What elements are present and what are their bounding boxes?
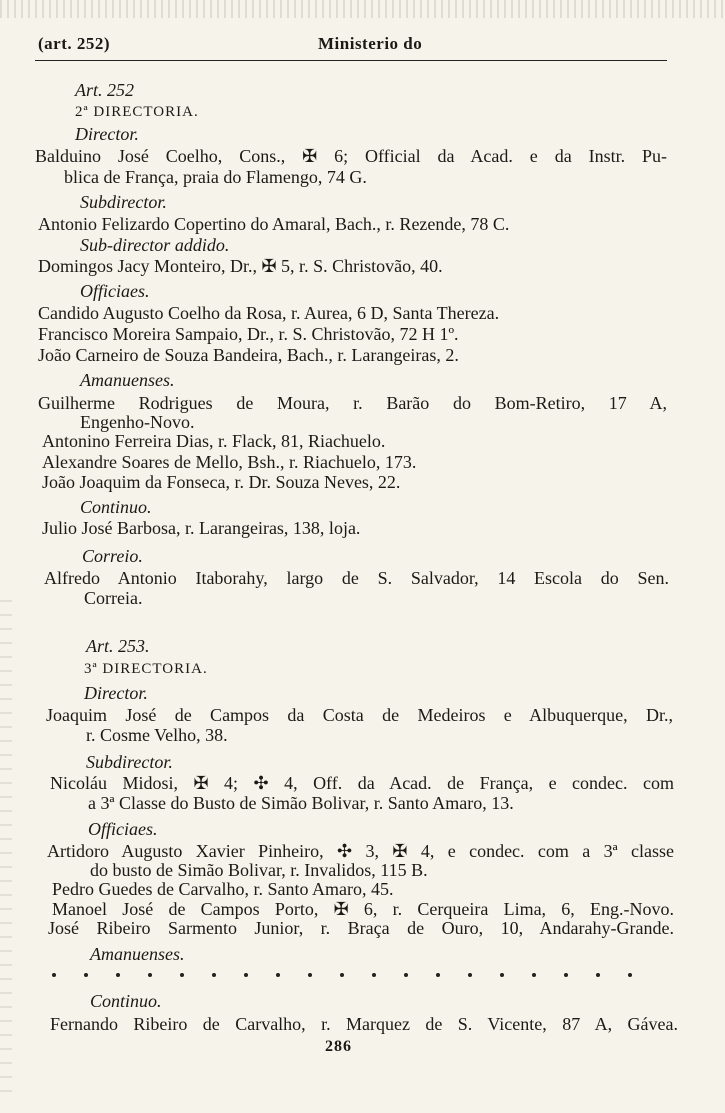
header-title: Ministerio do	[318, 34, 423, 53]
article-253-official-2: Pedro Guedes de Carvalho, r. Santo Amaro, 45.	[52, 879, 394, 899]
article-253-continuo-heading: Continuo.	[90, 991, 162, 1011]
article-252-official-1: Candido Augusto Coelho da Rosa, r. Aurea, 6 D, Santa Thereza.	[38, 303, 500, 323]
article-253-subdirector-heading: Subdirector.	[86, 752, 173, 772]
running-header	[28, 30, 703, 56]
article-252-amanuense-2: Antonino Ferreira Dias, r. Flack, 81, Riachuelo.	[42, 431, 386, 451]
article-253-continuo: Fernando Ribeiro de Carvalho, r. Marquez de S. Vicente, 87 A, Gávea.	[50, 1014, 678, 1034]
article-253-official-4: José Ribeiro Sarmento Junior, r. Braça de Ouro, 10, Andarahy-Grande.	[48, 918, 674, 938]
header-article-ref: (art. 252)	[38, 34, 111, 53]
article-252-director-line-1: Balduino José Coelho, Cons., ✠ 6; Official da Acad. e da Instr. Pu-	[35, 146, 667, 166]
article-252-continuo-heading: Continuo.	[80, 497, 152, 517]
article-253-directoria: 3ª DIRECTORIA.	[84, 661, 208, 677]
article-252-title: Art. 252	[75, 80, 135, 100]
article-252-correio-heading: Correio.	[82, 546, 143, 566]
article-252-subdirector-heading: Subdirector.	[80, 192, 167, 212]
page-top-edge	[0, 0, 725, 18]
page-left-edge	[0, 600, 12, 1100]
article-252-correio-line-1: Alfredo Antonio Itaborahy, largo de S. Salvador, 14 Escola do Sen.	[44, 568, 669, 588]
article-253-subdirector-line-2: a 3ª Classe do Busto de Simão Bolivar, r. Santo Amaro, 13.	[88, 793, 514, 813]
article-252-officiaes-heading: Officiaes.	[80, 281, 150, 301]
article-252-adido: Domingos Jacy Monteiro, Dr., ✠ 5, r. S. Christovão, 40.	[38, 256, 443, 276]
article-252-adido-heading: Sub-director addido.	[80, 235, 230, 255]
article-253-director-heading: Director.	[84, 683, 148, 703]
article-252-continuo: Julio José Barbosa, r. Larangeiras, 138, loja.	[42, 518, 361, 538]
article-252-director-heading: Director.	[75, 124, 139, 144]
article-253-officiaes-heading: Officiaes.	[88, 819, 158, 839]
article-252-official-2: Francisco Moreira Sampaio, Dr., r. S. Christovão, 72 H 1º.	[38, 324, 459, 344]
article-253-subdirector-line-1: Nicoláu Midosi, ✠ 4; ✣ 4, Off. da Acad. de França, e condec. com	[50, 773, 674, 793]
article-252-correio-line-2: Correia.	[84, 588, 143, 608]
article-252-amanuense-4: João Joaquim da Fonseca, r. Dr. Souza Neves, 22.	[42, 472, 401, 492]
article-252-director-line-2: blica de França, praia do Flamengo, 74 G.	[64, 167, 367, 187]
article-253-director-line-1: Joaquim José de Campos da Costa de Medeiros e Albuquerque, Dr.,	[46, 705, 673, 725]
article-253-official-1: Artidoro Augusto Xavier Pinheiro, ✣ 3, ✠ 4, e condec. com a 3ª classe	[47, 841, 674, 861]
article-252-amanuense-1: Guilherme Rodrigues de Moura, r. Barão do Bom-Retiro, 17 A,	[38, 393, 667, 413]
article-252-amanuense-3: Alexandre Soares de Mello, Bsh., r. Riachuelo, 173.	[42, 452, 417, 472]
article-252-official-3: João Carneiro de Souza Bandeira, Bach., r. Larangeiras, 2.	[38, 345, 459, 365]
article-252-amanuenses-heading: Amanuenses.	[80, 370, 175, 390]
article-252-directoria: 2ª DIRECTORIA.	[75, 104, 199, 120]
header-rule	[35, 60, 667, 61]
leader-dots	[52, 966, 664, 980]
article-253-official-3: Manoel José de Campos Porto, ✠ 6, r. Cerqueira Lima, 6, Eng.-Novo.	[52, 899, 674, 919]
article-252-subdirector: Antonio Felizardo Copertino do Amaral, Bach., r. Rezende, 78 C.	[38, 214, 510, 234]
article-253-amanuenses-heading: Amanuenses.	[90, 944, 185, 964]
article-253-director-line-2: r. Cosme Velho, 38.	[86, 725, 228, 745]
page-number: 286	[325, 1038, 352, 1055]
article-253-title: Art. 253.	[86, 636, 150, 656]
article-252-amanuense-1-cont: Engenho-Novo.	[80, 412, 195, 432]
article-253-official-1-cont: do busto de Simão Bolivar, r. Invalidos, 115 B.	[90, 860, 428, 880]
